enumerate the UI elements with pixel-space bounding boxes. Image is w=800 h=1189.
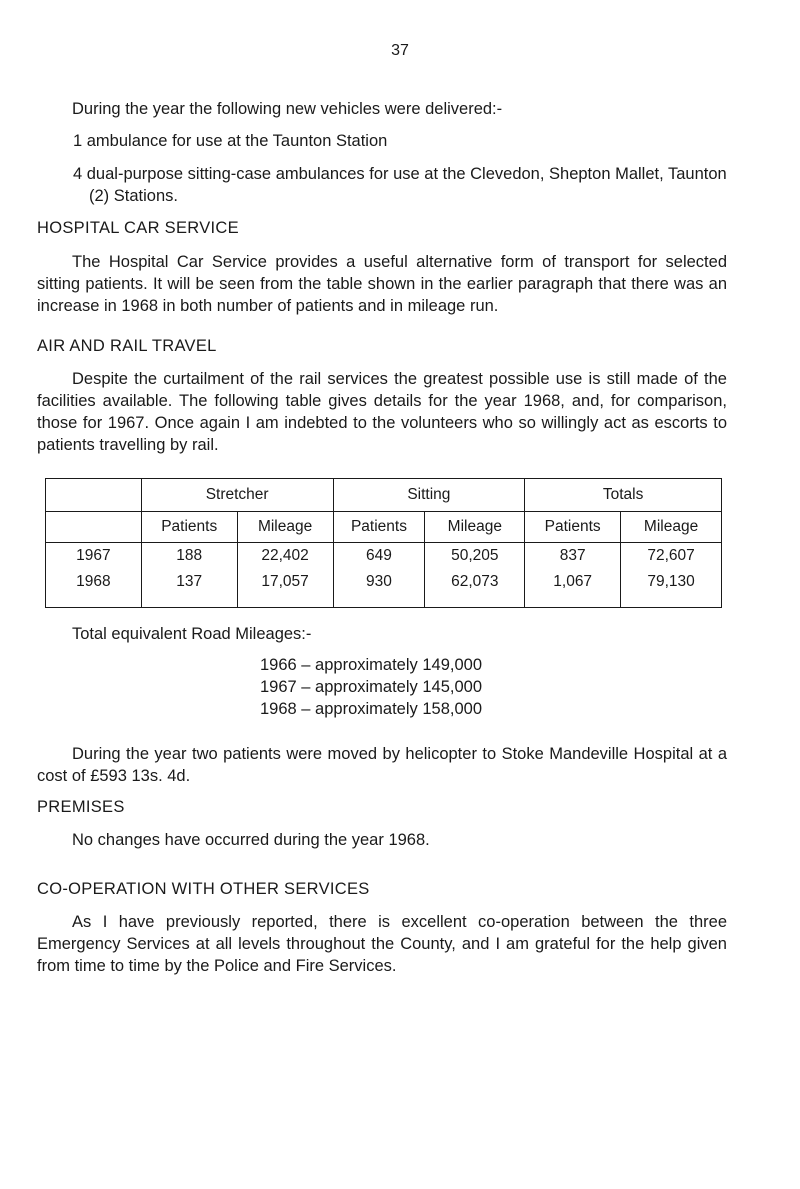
table-cell: 1,067 — [525, 573, 621, 608]
table-corner-cell — [46, 479, 142, 512]
group-header: Stretcher — [141, 479, 333, 512]
delivered-item: 4 dual-purpose sitting-case ambulances for use at the Clevedon, Shepton Mallet, Taunton (2) Stations. — [73, 165, 727, 205]
column-header: Patients — [525, 512, 621, 543]
column-header: Mileage — [621, 512, 722, 543]
table-cell: 188 — [141, 543, 237, 574]
road-mileage-line: 1968 – approximately 158,000 — [260, 700, 482, 718]
table-row — [46, 543, 722, 574]
table-cell: 22,402 — [237, 543, 333, 574]
road-mileage-list — [260, 654, 482, 720]
intro-text: During the year the following new vehicles were delivered:- — [72, 100, 503, 118]
table-row — [46, 573, 722, 608]
year-cell: 1968 — [46, 573, 142, 608]
section-heading-air-rail: AIR AND RAIL TRAVEL — [37, 337, 217, 355]
helicopter-paragraph: During the year two patients were moved by helicopter to Stoke Mandeville Hospital at a cost of £593 13s. 4d. — [37, 745, 727, 785]
section-heading-cooperation: CO-OPERATION WITH OTHER SERVICES — [37, 880, 370, 898]
year-cell: 1967 — [46, 543, 142, 574]
column-header: Patients — [333, 512, 425, 543]
table-cell: 837 — [525, 543, 621, 574]
table-cell: 79,130 — [621, 573, 722, 608]
road-mileage-line: 1967 – approximately 145,000 — [260, 678, 482, 696]
hospital-car-paragraph: The Hospital Car Service provides a useful alternative form of transport for selected sitting patients. It will be seen from the table shown in the earlier paragraph that there was an increase in 1968 in both number of patients and in mileage run. — [37, 253, 727, 315]
premises-paragraph: No changes have occurred during the year 1968. — [72, 831, 430, 849]
table-cell: 62,073 — [425, 573, 525, 608]
group-header: Sitting — [333, 479, 525, 512]
table-corner-cell — [46, 512, 142, 543]
column-header: Patients — [141, 512, 237, 543]
road-mileage-label: Total equivalent Road Mileages:- — [72, 625, 312, 643]
delivered-item: 1 ambulance for use at the Taunton Station — [73, 132, 388, 150]
cooperation-paragraph: As I have previously reported, there is excellent co-operation between the three Emergency Services at all levels throughout the County, and I am grateful for the help given from time to time by the Police and Fire Services. — [37, 913, 727, 975]
rail-travel-table — [45, 478, 722, 608]
group-header: Totals — [525, 479, 722, 512]
section-heading-premises: PREMISES — [37, 798, 125, 816]
column-header: Mileage — [237, 512, 333, 543]
section-heading-hospital-car: HOSPITAL CAR SERVICE — [37, 219, 239, 237]
road-mileage-line: 1966 – approximately 149,000 — [260, 656, 482, 674]
table-cell: 930 — [333, 573, 425, 608]
table-cell: 17,057 — [237, 573, 333, 608]
table-cell: 72,607 — [621, 543, 722, 574]
table-cell: 50,205 — [425, 543, 525, 574]
table-cell: 649 — [333, 543, 425, 574]
page-number: 37 — [391, 42, 409, 59]
column-header: Mileage — [425, 512, 525, 543]
table-cell: 137 — [141, 573, 237, 608]
air-rail-paragraph: Despite the curtailment of the rail services the greatest possible use is still made of the facilities available. The following table gives details for the year 1968, and, for comparison, those for 1967. Once again I am indebted to the volunteers who so willingly act as escorts to patients travelling by rail. — [37, 370, 727, 454]
